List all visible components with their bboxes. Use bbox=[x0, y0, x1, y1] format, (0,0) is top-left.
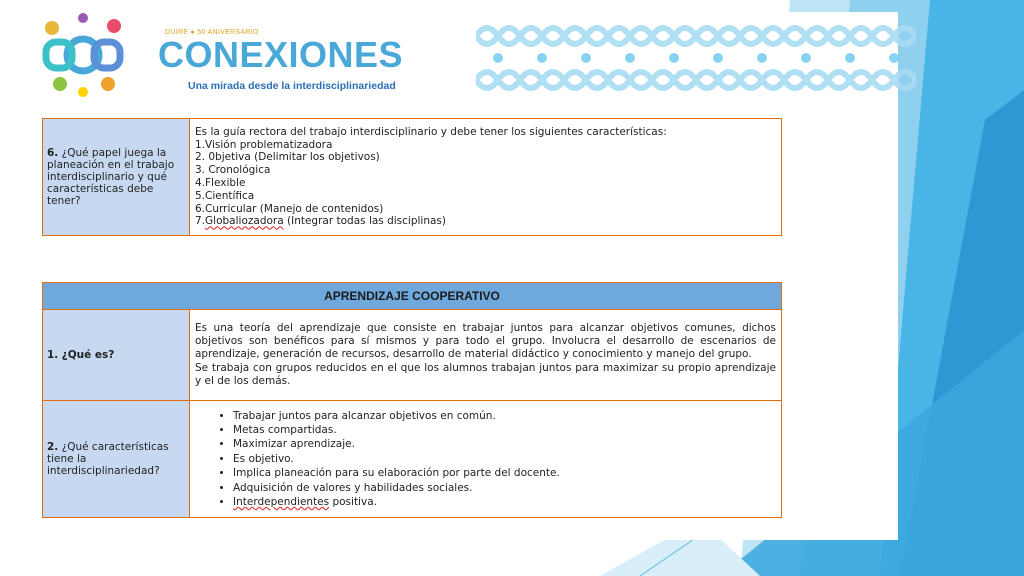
bullet-list bbox=[195, 409, 776, 510]
list-item: • Implica planeación para su elaboración por parte del docente. bbox=[233, 466, 776, 480]
cooperative-learning-table bbox=[42, 282, 782, 518]
table-header-row bbox=[43, 283, 782, 310]
question-cell bbox=[43, 310, 190, 401]
list-item: 3. Cronológica bbox=[195, 164, 271, 177]
list-item bbox=[195, 215, 776, 228]
table-row bbox=[43, 310, 782, 401]
document-page bbox=[12, 12, 898, 540]
planning-table bbox=[42, 118, 782, 236]
answer-cell bbox=[190, 310, 782, 401]
spellcheck-word: Interdependientes bbox=[233, 496, 330, 509]
brand-title: CONEXIONES bbox=[158, 34, 404, 75]
table-row bbox=[43, 119, 782, 236]
list-item: • Metas compartidas. bbox=[233, 423, 776, 437]
item7-prefix: 7. bbox=[195, 215, 206, 228]
list-item: 1.Visión problematizadora bbox=[195, 138, 333, 151]
list-item: 6.Curricular (Manejo de contenidos) bbox=[195, 202, 384, 215]
answer-intro: Es la guía rectora del trabajo interdisciplinario y debe tener los siguientes características: bbox=[195, 125, 667, 138]
list-item: 2. 0bjetiva (Delimitar los objetivos) bbox=[195, 151, 380, 164]
question-text: ¿Qué papel juega la planeación en el trabajo interdisciplinario y qué características debe tener? bbox=[47, 147, 175, 207]
answer-paragraph: Se trabaja con grupos reducidos en el que los alumnos trabajan juntos para maximizar su propio aprendizaje y el de los demás. bbox=[195, 362, 776, 388]
answer-cell bbox=[190, 119, 782, 236]
brand-tagline: Una mirada desde la interdisciplinariedad bbox=[188, 80, 396, 92]
list-item: 4.Flexible bbox=[195, 177, 246, 189]
question-number: 6. bbox=[47, 147, 59, 159]
bullet-rest: positiva. bbox=[329, 496, 377, 509]
list-item: • Trabajar juntos para alcanzar objetivos en común. bbox=[233, 409, 776, 423]
question-cell bbox=[43, 119, 190, 236]
item7-rest: (Integrar todas las disciplinas) bbox=[287, 215, 447, 228]
spellcheck-word: Globaliozadora bbox=[205, 215, 284, 228]
question-number: 2. bbox=[47, 441, 59, 453]
anniversary-text: DUIRE ● 50 ANIVERSARIO bbox=[165, 29, 259, 36]
question-cell bbox=[43, 401, 190, 518]
list-item: • Maximizar aprendizaje. bbox=[233, 437, 776, 451]
answer-cell bbox=[190, 401, 782, 518]
list-item bbox=[233, 495, 776, 509]
table-row bbox=[43, 401, 782, 518]
table-heading: APRENDIZAJE COOPERATIVO bbox=[43, 283, 782, 310]
chain-decoration-icon bbox=[476, 14, 916, 102]
question-text: ¿Qué características tiene la interdisciplinariedad? bbox=[47, 441, 169, 477]
list-item: • Es objetivo. bbox=[233, 452, 776, 466]
list-item: 5.Científica bbox=[195, 189, 255, 202]
conexiones-logo-icon bbox=[40, 12, 126, 98]
answer-paragraph: Es una teoría del aprendizaje que consiste en trabajar juntos para alcanzar objetivos comunes, dichos objetivos son benéficos para sí mismos y para todo el grupo. Involucra el desarrollo de escenarios de aprendizaje, generación de recursos, desarrollo de material didáctico y conocimiento y manejo del grupo. bbox=[195, 322, 776, 360]
list-item: • Adquisición de valores y habilidades sociales. bbox=[233, 481, 776, 495]
question-text: ¿Qué es? bbox=[61, 349, 115, 361]
header-banner bbox=[40, 12, 896, 108]
question-number: 1. bbox=[47, 349, 59, 361]
